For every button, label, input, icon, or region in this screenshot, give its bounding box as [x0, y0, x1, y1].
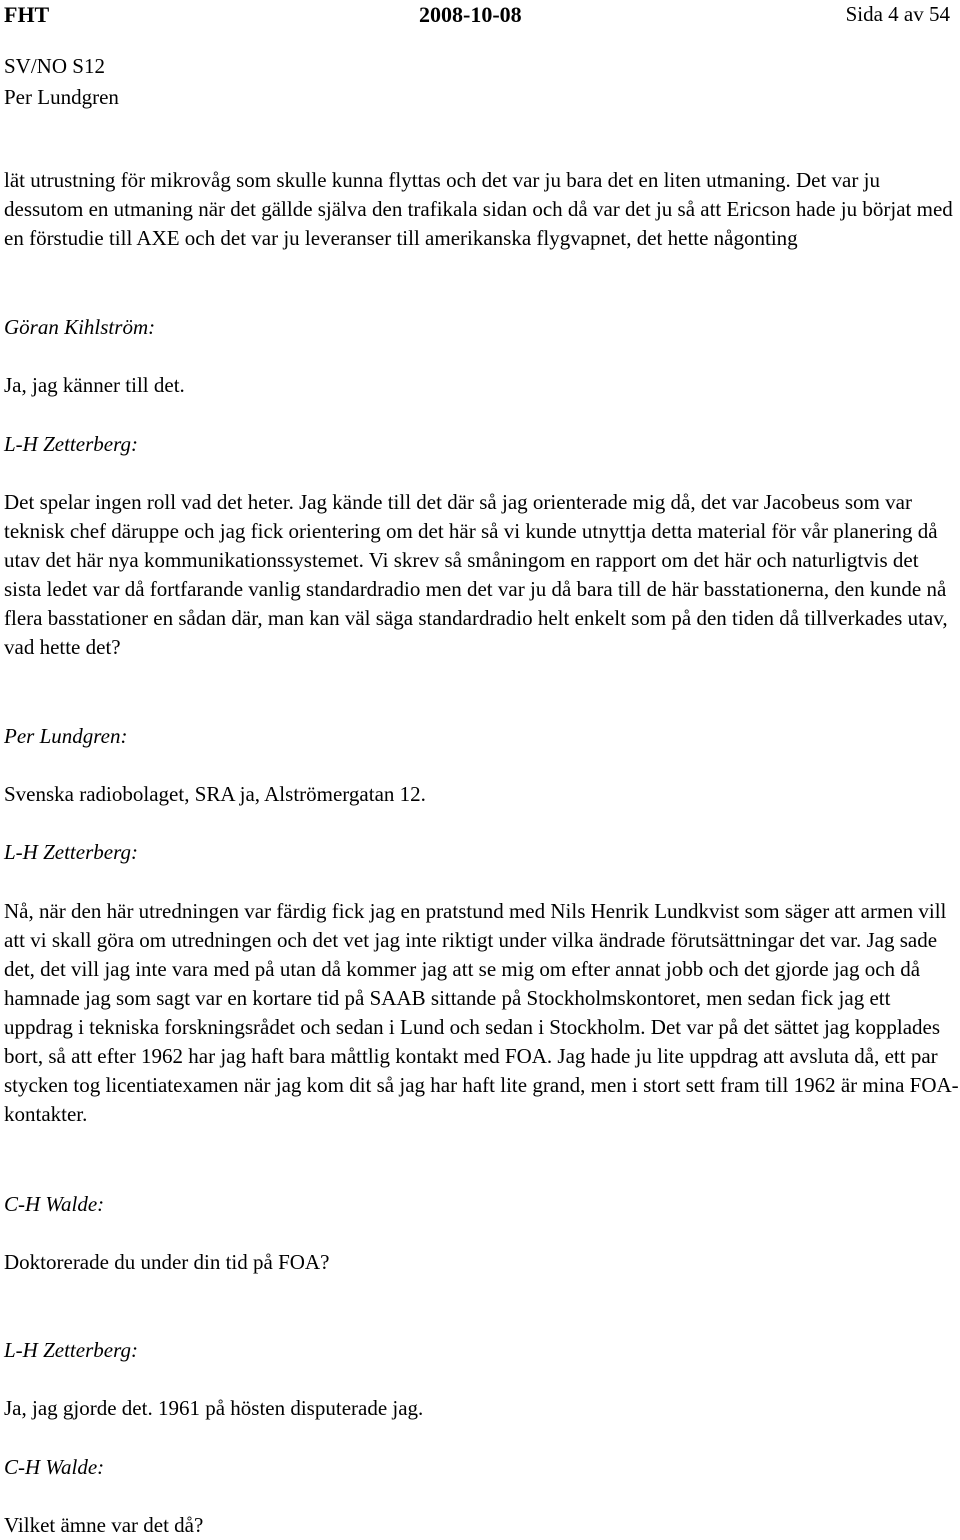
speaker-label: Per Lundgren: [4, 724, 128, 748]
transcript-text: Ja, jag känner till det. [4, 373, 185, 397]
header-org: FHT [4, 2, 50, 27]
page-header [4, 0, 950, 29]
speaker-label: Göran Kihlström: [4, 315, 156, 339]
transcript-text: Vilket ämne var det då? [4, 1513, 204, 1537]
header-page-number: Sida 4 av 54 [845, 2, 950, 26]
transcript-text: Svenska radiobolaget, SRA ja, Alströmergatan 12. [4, 782, 426, 806]
speaker-label: C-H Walde: [4, 1192, 105, 1216]
document-author: Per Lundgren [4, 85, 119, 109]
header-date: 2008-10-08 [419, 2, 522, 27]
speaker-label: L-H Zetterberg: [4, 840, 138, 864]
speaker-label: L-H Zetterberg: [4, 1338, 138, 1362]
transcript-text: Nå, när den här utredningen var färdig fick jag en pratstund med Nils Henrik Lundkvist som säger att armen vill att vi skall göra om utredningen och det vet jag inte riktigt under vilka ändrade förutsättningar det var. Jag sade det, det vill jag inte vara med på utan då kommer jag att se mig om efter annat jobb och det gjorde jag och då hamnade jag som sagt var en kortare tid på SAAB sittande på Stockholmskontoret, men sedan fick jag ett uppdrag i tekniska forskningsrådet och sedan i Lund och sedan i Stockholm. Det var på det sättet jag kopplades bort, så att efter 1962 har jag haft bara måttlig kontakt med FOA. Jag hade ju lite uppdrag att avsluta då, ett par stycken tog licentiatexamen när jag kom dit så jag har haft lite grand, men i stort sett fram till 1962 är mina FOA-kontakter. [4, 899, 959, 1126]
speaker-label: C-H Walde: [4, 1455, 105, 1479]
speaker-label: L-H Zetterberg: [4, 432, 138, 456]
transcript-text: Doktorerade du under din tid på FOA? [4, 1250, 330, 1274]
transcript-text: lät utrustning för mikrovåg som skulle kunna flyttas och det var ju bara det en liten utmaning. Det var ju dessutom en utmaning när det gällde själva den trafikala sidan och då var det ju så att Ericson hade ju börjat med en förstudie till AXE och det var ju leveranser till amerikanska flygvapnet, det hette någonting [4, 168, 953, 250]
transcript-text: Ja, jag gjorde det. 1961 på hösten disputerade jag. [4, 1396, 424, 1420]
document-code: SV/NO S12 [4, 54, 105, 78]
transcript-text: Det spelar ingen roll vad det heter. Jag kände till det där så jag orienterade mig då, det var Jacobeus som var teknisk chef däruppe och jag fick orientering om det här så vi kunde utnyttja detta material för vår planering då utav det här nya kommunikationssystemet. Vi skrev så småningom en rapport om det här och naturligtvis det sista ledet var då fortfarande vanlig standardradio men det var ju då bara till de här basstationerna, den kunde nå flera basstationer en sådan där, man kan väl säga standardradio helt enkelt som på den tiden då tillverkades utav, vad hette det? [4, 490, 948, 659]
